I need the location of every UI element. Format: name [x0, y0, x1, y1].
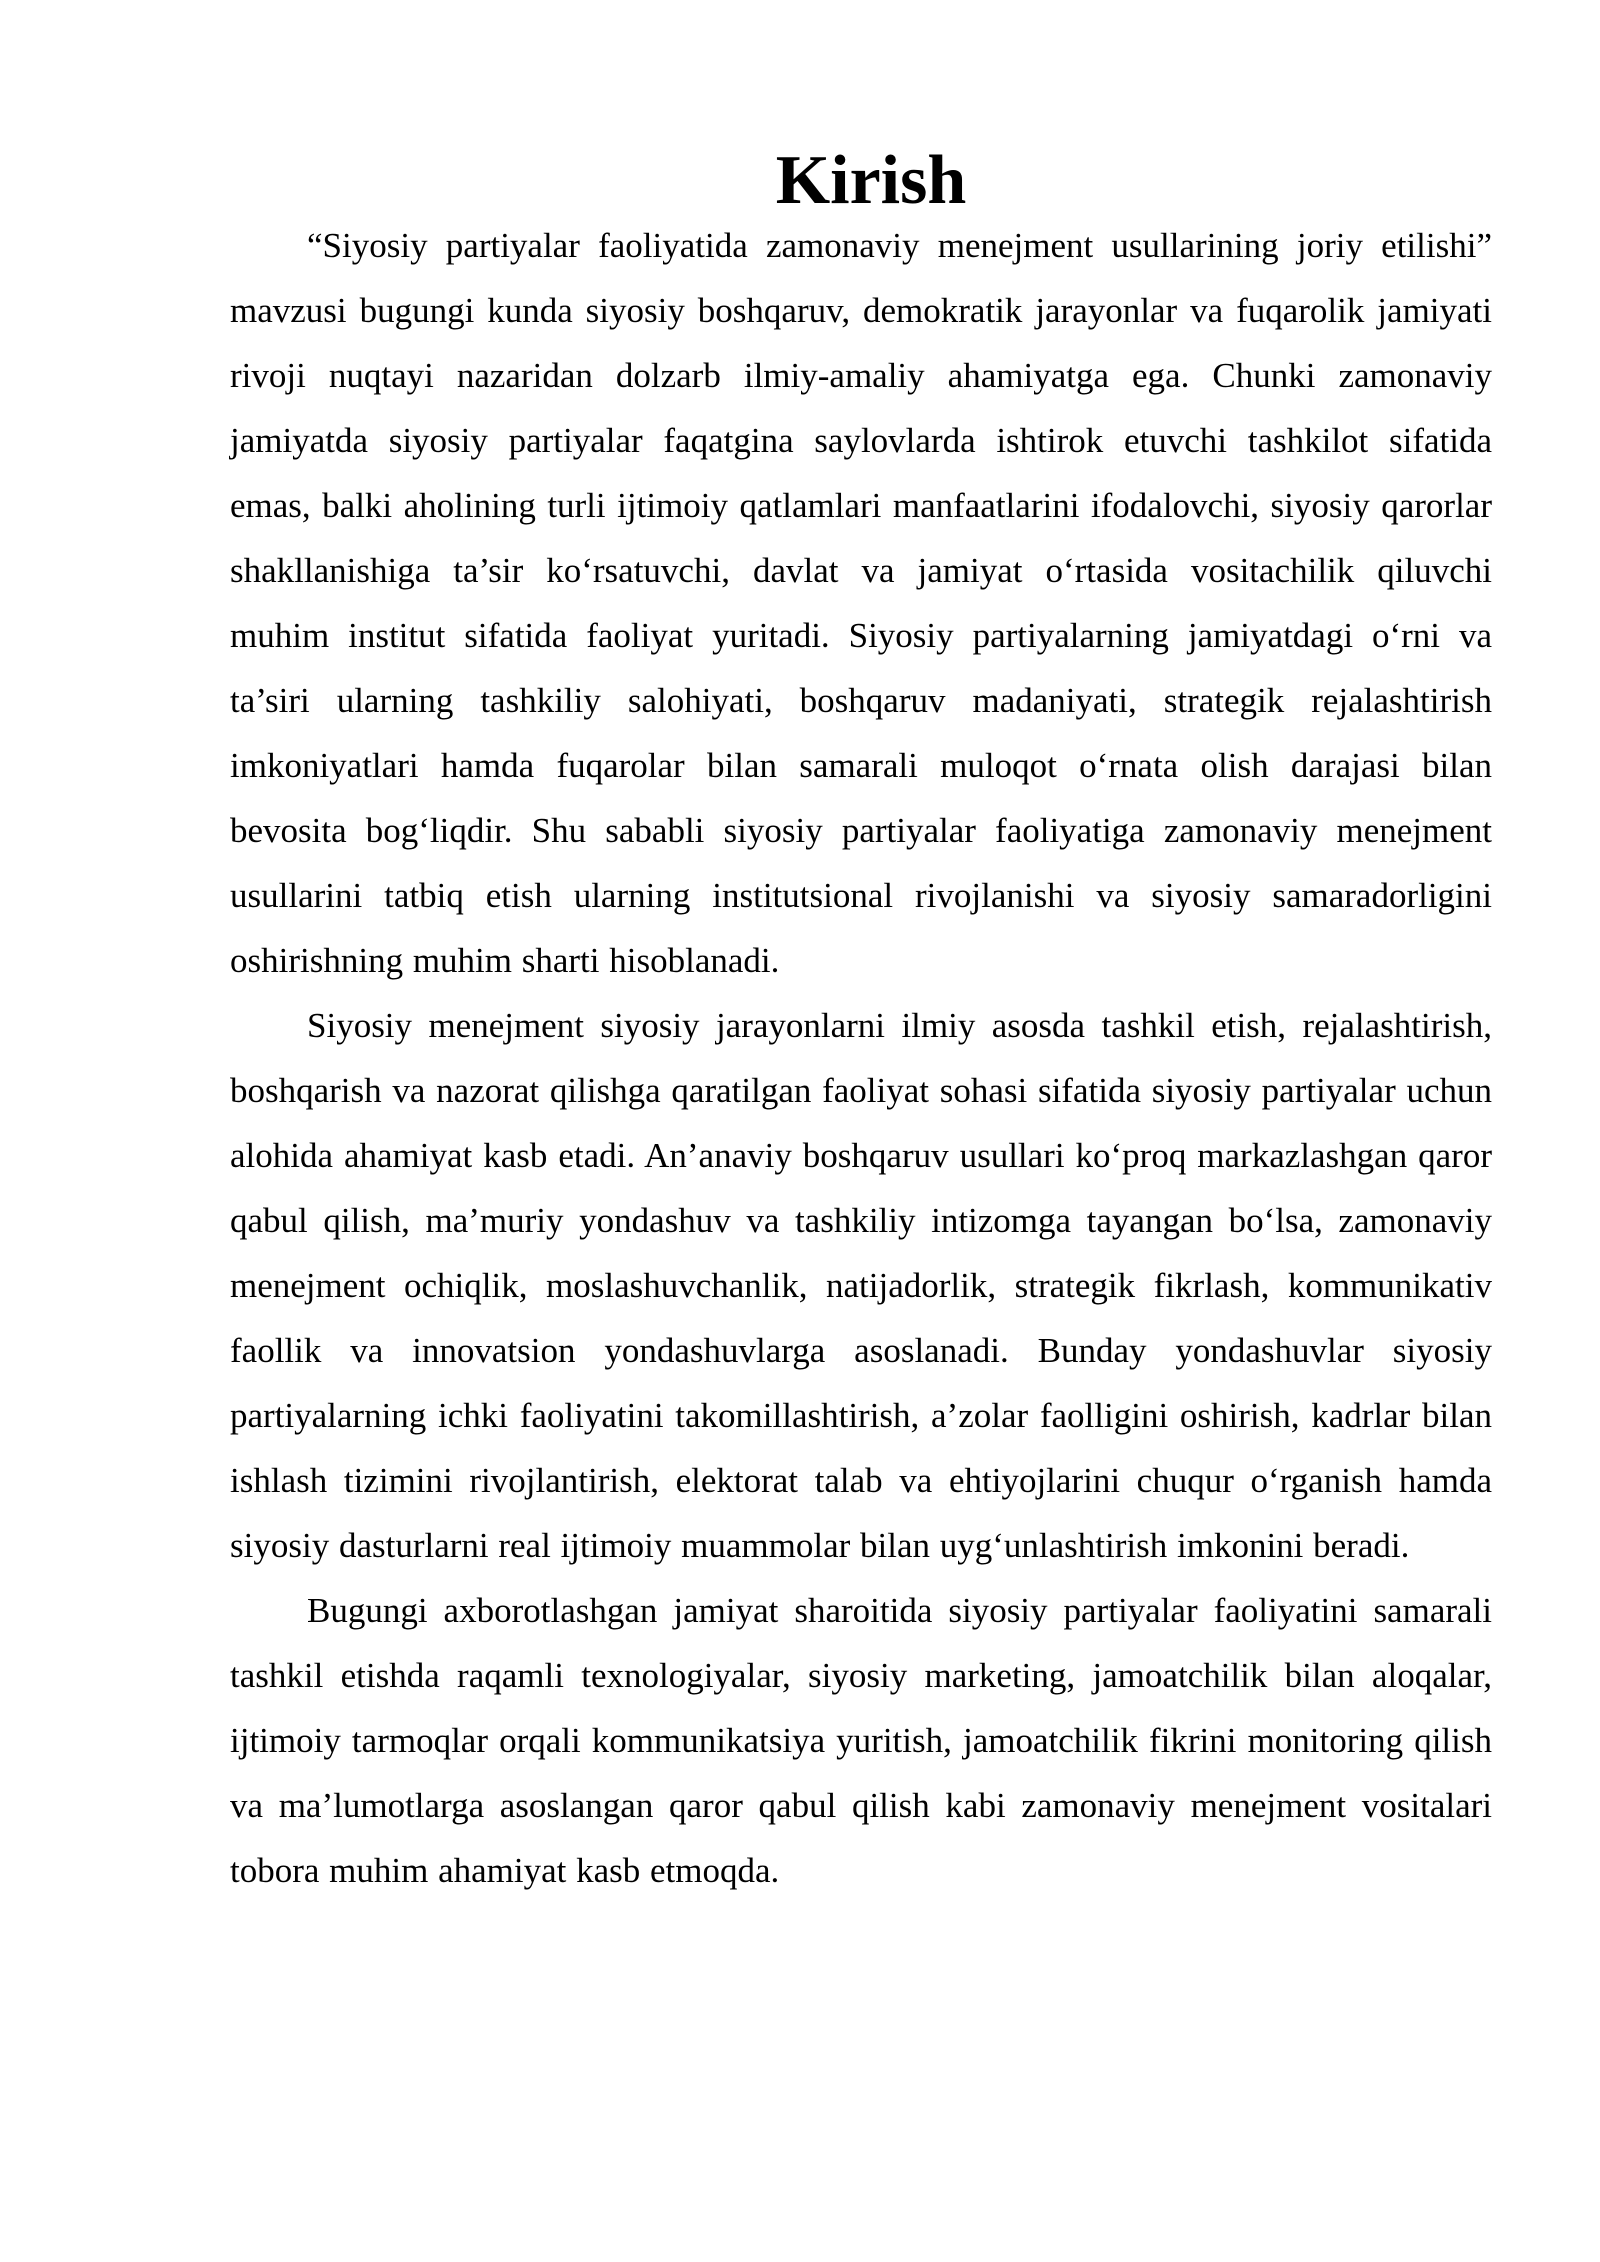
paragraph: Bugungi axborotlashgan jamiyat sharoitida siyosiy partiyalar faoliyatini samarali tashkil etishda raqamli texnologiyalar, siyosiy marketing, jamoatchilik bilan aloqalar, ijtimoiy tarmoqlar orqali kommunikatsiya yuritish, jamoatchilik fikrini monitoring qilish va ma’lumotlarga asoslangan qaror qabul qilish kabi zamonaviy menejment vositalari tobora muhim ahamiyat kasb etmoqda. — [230, 1591, 1492, 1890]
paragraph: Siyosiy menejment siyosiy jarayonlarni ilmiy asosda tashkil etish, rejalashtirish, boshqarish va nazorat qilishga qaratilgan faoliyat sohasi sifatida siyosiy partiyalar uchun alohida ahamiyat kasb etadi. An’anaviy boshqaruv usullari ko‘proq markazlashgan qaror qabul qilish, ma’muriy yondashuv va tashkiliy intizomga tayangan bo‘lsa, zamonaviy menejment ochiqlik, moslashuvchanlik, natijadorlik, strategik fikrlash, kommunikativ faollik va innovatsion yondashuvlarga asoslanadi. Bunday yondashuvlar siyosiy partiyalarning ichki faoliyatini takomillashtirish, a’zolar faolligini oshirish, kadrlar bilan ishlash tizimini rivojlantirish, elektorat talab va ehtiyojlarini chuqur o‘rganish hamda siyosiy dasturlarni real ijtimoiy muammolar bilan uyg‘unlashtirish imkonini beradi. — [230, 1006, 1492, 1565]
page-title: Kirish — [775, 142, 967, 219]
document-body — [230, 142, 1492, 1903]
paragraph: “Siyosiy partiyalar faoliyatida zamonaviy menejment usullarining joriy etilishi” mavzusi bugungi kunda siyosiy boshqaruv, demokratik jarayonlar va fuqarolik jamiyati rivoji nuqtayi nazaridan dolzarb ilmiy-amaliy ahamiyatga ega. Chunki zamonaviy jamiyatda siyosiy partiyalar faqatgina saylovlarda ishtirok etuvchi tashkilot sifatida emas, balki aholining turli ijtimoiy qatlamlari manfaatlarini ifodalovchi, siyosiy qarorlar shakllanishiga ta’sir ko‘rsatuvchi, davlat va jamiyat o‘rtasida vositachilik qiluvchi muhim institut sifatida faoliyat yuritadi. Siyosiy partiyalarning jamiyatdagi o‘rni va ta’siri ularning tashkiliy salohiyati, boshqaruv madaniyati, strategik rejalashtirish imkoniyatlari hamda fuqarolar bilan samarali muloqot o‘rnata olish darajasi bilan bevosita bog‘liqdir. Shu sababli siyosiy partiyalar faoliyatiga zamonaviy menejment usullarini tatbiq etish ularning institutsional rivojlanishi va siyosiy samaradorligini oshirishning muhim sharti hisoblanadi. — [230, 226, 1492, 980]
